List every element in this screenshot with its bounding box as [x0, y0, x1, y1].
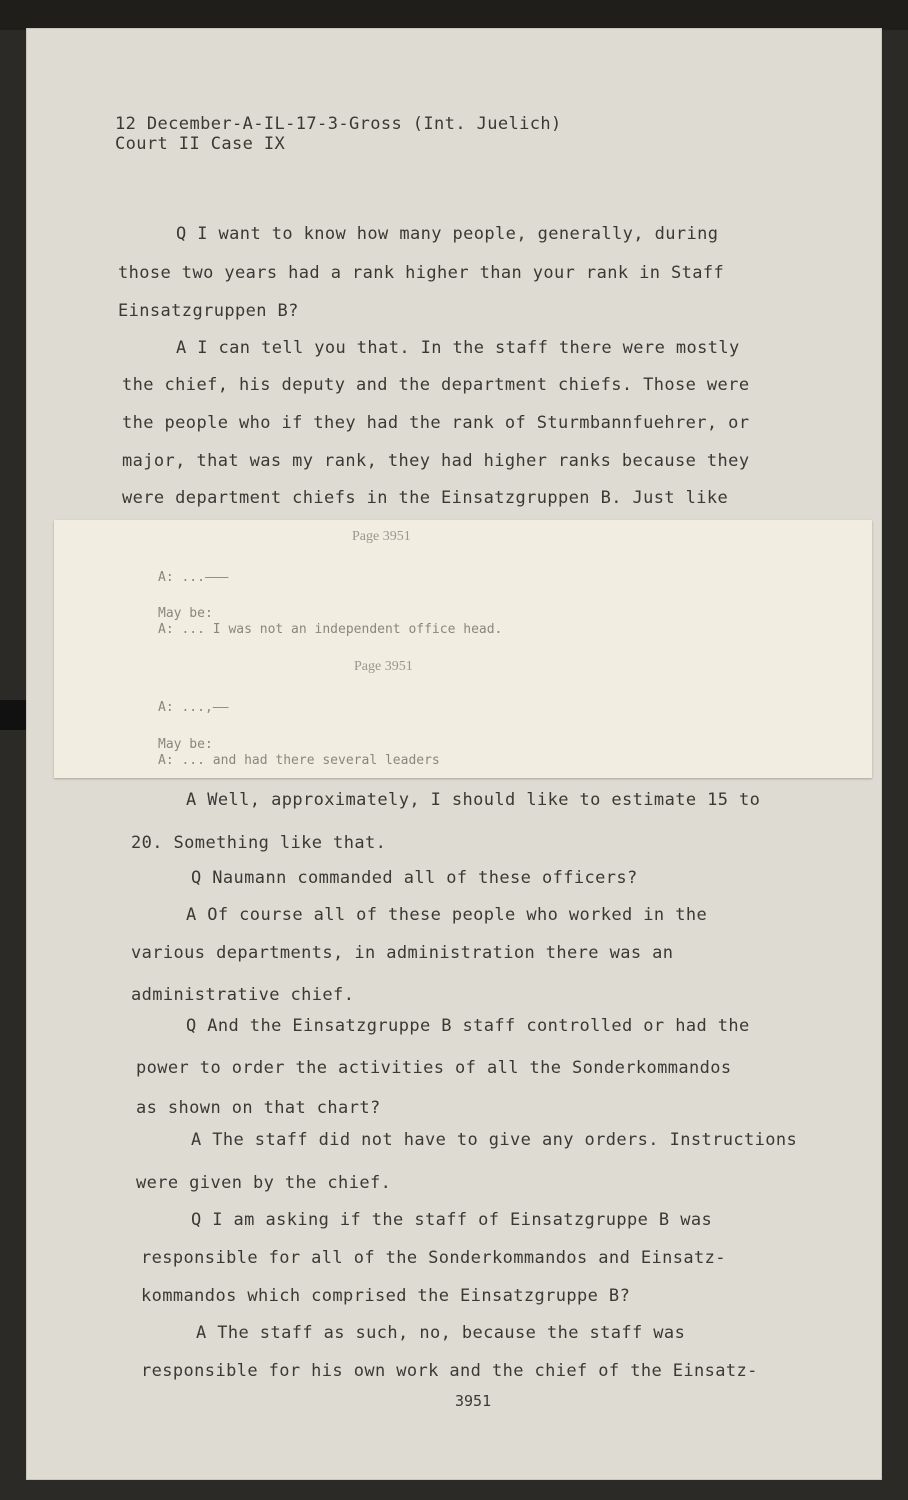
slip-original-line: A: ...,——: [158, 700, 229, 715]
text-line: the chief, his deputy and the department chiefs. Those were: [122, 375, 750, 395]
text-line: A The staff did not have to give any orders. Instructions: [191, 1130, 798, 1150]
text-line: administrative chief.: [131, 985, 355, 1005]
text-line: A Of course all of these people who worked in the: [186, 905, 708, 925]
text-line: A Well, approximately, I should like to estimate 15 to: [186, 790, 761, 810]
text-line: as shown on that chart?: [136, 1098, 381, 1118]
text-line: Q And the Einsatzgruppe B staff controlled or had the: [186, 1016, 750, 1036]
slip-correction-line: A: ... I was not an independent office head.: [158, 622, 503, 637]
text-line: Q I want to know how many people, generally, during: [176, 224, 719, 244]
slip-original-line: A: ...———: [158, 570, 229, 585]
correction-slip: [54, 520, 872, 778]
header-line-1: 12 December-A-IL-17-3-Gross (Int. Juelich): [115, 114, 562, 134]
slip-page-label: Page 3951: [354, 659, 413, 674]
text-line: were department chiefs in the Einsatzgruppen B. Just like: [122, 488, 729, 508]
text-line: various departments, in administration there was an: [131, 943, 674, 963]
slip-may-be-label: May be:: [158, 737, 213, 752]
text-line: A The staff as such, no, because the staff was: [196, 1323, 686, 1343]
scan-border: [0, 0, 908, 30]
text-line: Q Naumann commanded all of these officers?: [191, 868, 638, 888]
text-line: responsible for all of the Sonderkommandos and Einsatz-: [141, 1248, 726, 1268]
slip-may-be-label: May be:: [158, 606, 213, 621]
slip-correction-line: A: ... and had there several leaders: [158, 753, 440, 768]
text-line: 20. Something like that.: [131, 833, 387, 853]
text-line: responsible for his own work and the chief of the Einsatz-: [141, 1361, 758, 1381]
text-line: the people who if they had the rank of Sturmbannfuehrer, or: [122, 413, 750, 433]
page-number: 3951: [455, 1392, 492, 1410]
text-line: Einsatzgruppen B?: [118, 301, 299, 321]
text-line: were given by the chief.: [136, 1173, 392, 1193]
text-line: A I can tell you that. In the staff there were mostly: [176, 338, 740, 358]
scan-edge-mark: [0, 700, 26, 730]
header-line-2: Court II Case IX: [115, 134, 286, 154]
text-line: major, that was my rank, they had higher ranks because they: [122, 451, 750, 471]
text-line: those two years had a rank higher than your rank in Staff: [118, 263, 725, 283]
text-line: Q I am asking if the staff of Einsatzgruppe B was: [191, 1210, 713, 1230]
slip-page-label: Page 3951: [352, 529, 411, 544]
text-line: kommandos which comprised the Einsatzgruppe B?: [141, 1286, 631, 1306]
text-line: power to order the activities of all the Sonderkommandos: [136, 1058, 732, 1078]
